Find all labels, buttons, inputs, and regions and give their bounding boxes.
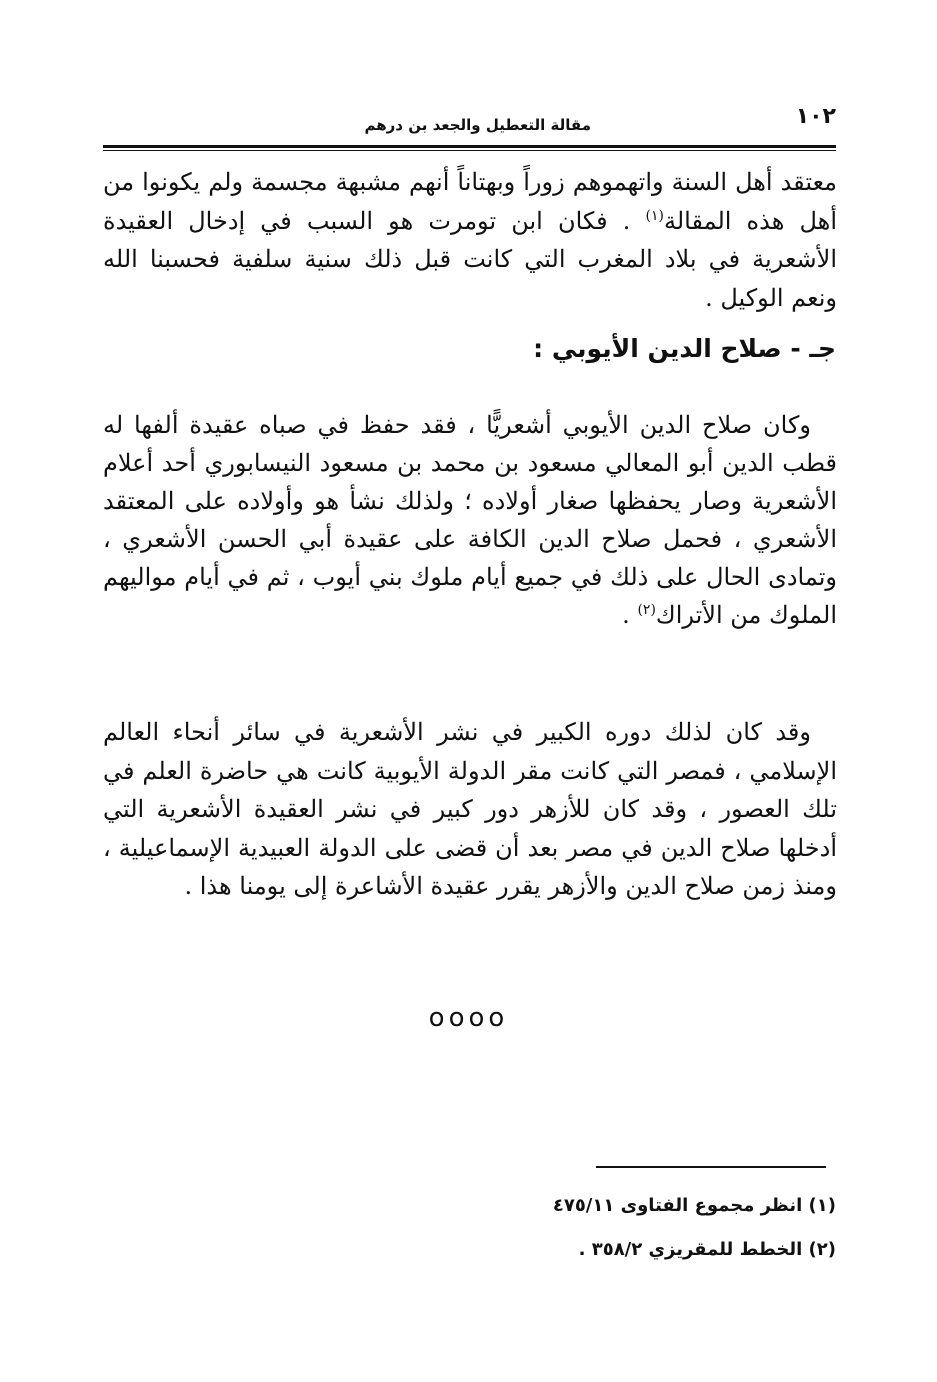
footnote-marker-1: (١) — [645, 207, 664, 224]
section-heading: جـ - صلاح الدين الأيوبي : — [533, 334, 836, 363]
footnote-marker-2: (٢) — [637, 602, 656, 618]
paragraph-2 — [103, 406, 837, 634]
paragraph-3-text: وقد كان لذلك دوره الكبير في نشر الأشعرية في سائر أنحاء العالم الإسلامي ، فمصر التي كانت مقر الدولة الأيوبية كانت هي حاضرة العلم في تلك العصور ، وقد كان للأزهر دور كبير في نشر العقيدة الأشعرية التي أدخلها صلاح الدين في مصر بعد أن قضى على الدولة العبيدية الإسماعيلية ، ومنذ زمن صلاح الدين والأزهر يقرر عقيدة الأشاعرة إلى يومنا هذا . — [103, 718, 837, 900]
page-number: ١٠٢ — [795, 104, 836, 129]
paragraph-1-text-a: معتقد أهل السنة واتهموهم زوراً وبهتاناً أنهم مشبهة مجسمة ولم يكونوا من أهل هذه المقالة — [103, 168, 837, 235]
running-title: مقالة التعطيل والجعد بن درهم — [364, 116, 591, 134]
paragraph-1-text-b: . فكان ابن تومرت هو السبب في إدخال العقيدة الأشعرية في بلاد المغرب التي كانت قبل ذلك سنية سلفية فحسبنا الله ونعم الوكيل . — [103, 206, 837, 312]
paragraph-1 — [103, 163, 837, 317]
section-end-ornament: oooo — [428, 1003, 509, 1033]
footnotes — [436, 1184, 836, 1272]
paragraph-2-text-a: وكان صلاح الدين الأيوبي أشعريًّا ، فقد حفظ في صباه عقيدة ألفها له قطب الدين أبو المعالي مسعود بن محمد بن مسعود النيسابوري أحد أعلام الأشعرية وصار يحفظها صغار أولاده ؛ ولذلك نشأ هو وأولاده على المعتقد الأشعري ، فحمل صلاح الدين الكافة على عقيدة أبي الحسن الأشعري ، وتمادى الحال على ذلك في جميع أيام ملوك بني أيوب ، ثم في أيام مواليهم الملوك من الأتراك — [103, 411, 838, 629]
paragraph-2-text-b: . — [622, 601, 638, 629]
paragraph-3 — [103, 713, 837, 906]
footnote-1: (١) انظر مجموع الفتاوى ٤٧٥/١١ — [552, 1195, 836, 1216]
header-rule-thin — [103, 150, 836, 151]
page-header — [103, 104, 836, 144]
footnote-2: (٢) الخطط للمقريزي ٣٥٨/٢ . — [578, 1239, 836, 1260]
header-rule — [103, 145, 836, 148]
footnote-separator — [596, 1166, 826, 1168]
